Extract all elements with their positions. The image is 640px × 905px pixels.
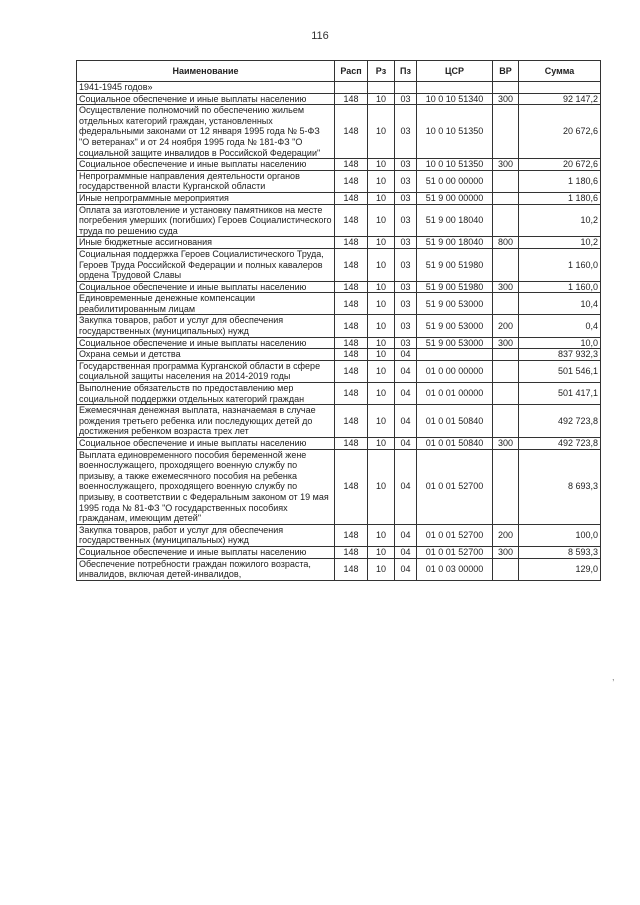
cell-vr xyxy=(493,192,519,204)
cell-rz: 10 xyxy=(368,170,395,192)
cell-vr xyxy=(493,204,519,237)
cell-rasp: 148 xyxy=(335,315,368,337)
cell-csr: 01 0 01 52700 xyxy=(417,524,493,546)
cell-rz: 10 xyxy=(368,105,395,159)
header-rasp: Расп xyxy=(335,61,368,82)
cell-csr: 10 0 10 51350 xyxy=(417,159,493,171)
cell-csr: 01 0 00 00000 xyxy=(417,360,493,382)
header-pz: Пз xyxy=(395,61,417,82)
cell-name: Охрана семьи и детства xyxy=(77,349,335,361)
cell-pz: 03 xyxy=(395,93,417,105)
cell-pz: 03 xyxy=(395,315,417,337)
cell-vr: 800 xyxy=(493,237,519,249)
cell-vr xyxy=(493,170,519,192)
cell-pz: 04 xyxy=(395,405,417,438)
cell-rz: 10 xyxy=(368,438,395,450)
cell-sum: 1 180,6 xyxy=(519,192,601,204)
header-vr: ВР xyxy=(493,61,519,82)
cell-csr: 51 9 00 53000 xyxy=(417,315,493,337)
table-row xyxy=(77,248,601,281)
cell-rz: 10 xyxy=(368,524,395,546)
cell-sum: 10,0 xyxy=(519,337,601,349)
cell-rasp: 148 xyxy=(335,237,368,249)
cell-sum: 129,0 xyxy=(519,558,601,580)
cell-csr: 51 9 00 53000 xyxy=(417,293,493,315)
cell-pz: 03 xyxy=(395,337,417,349)
cell-sum: 1 160,0 xyxy=(519,281,601,293)
cell-pz: 04 xyxy=(395,546,417,558)
cell-name: Закупка товаров, работ и услуг для обеспечения государственных (муниципальных) нужд xyxy=(77,524,335,546)
cell-rz: 10 xyxy=(368,93,395,105)
cell-csr: 01 0 01 52700 xyxy=(417,449,493,524)
cell-name: Выплата единовременного пособия беременной жене военнослужащего, проходящего военную службу по призыву, а также ежемесячного пособия на ребенка военнослужащего, проходящего военную службу по призыву, в соответствии с Федеральным законом от 19 мая 1995 года № 81-ФЗ "О государственных пособиях гражданам, имеющим детей" xyxy=(77,449,335,524)
cell-pz: 03 xyxy=(395,293,417,315)
cell-name: Ежемесячная денежная выплата, назначаемая в случае рождения третьего ребенка или последующих детей до достижения ребенком возраста трех лет xyxy=(77,405,335,438)
cell-pz: 04 xyxy=(395,360,417,382)
cell-sum: 501 546,1 xyxy=(519,360,601,382)
cell-rz: 10 xyxy=(368,204,395,237)
cell-rz: 10 xyxy=(368,293,395,315)
cell-pz: 04 xyxy=(395,349,417,361)
header-rz: Рз xyxy=(368,61,395,82)
cell-pz: 03 xyxy=(395,105,417,159)
cell-rasp: 148 xyxy=(335,170,368,192)
table-row xyxy=(77,159,601,171)
cell-name: Единовременные денежные компенсации реабилитированным лицам xyxy=(77,293,335,315)
cell-name: Социальное обеспечение и иные выплаты населению xyxy=(77,159,335,171)
cell-rz: 10 xyxy=(368,360,395,382)
cell-pz: 04 xyxy=(395,524,417,546)
cell-vr: 300 xyxy=(493,159,519,171)
cell-csr: 51 9 00 18040 xyxy=(417,237,493,249)
cell-vr xyxy=(493,349,519,361)
table-header-row xyxy=(77,61,601,82)
cell-rasp: 148 xyxy=(335,438,368,450)
cell-rz: 10 xyxy=(368,315,395,337)
cell-sum: 1 180,6 xyxy=(519,170,601,192)
cell-csr: 51 9 00 51980 xyxy=(417,281,493,293)
cell-sum: 8 593,3 xyxy=(519,546,601,558)
cell-csr: 01 0 01 00000 xyxy=(417,383,493,405)
cell-name: Социальное обеспечение и иные выплаты населению xyxy=(77,546,335,558)
cell-rasp: 148 xyxy=(335,281,368,293)
cell-rasp: 148 xyxy=(335,293,368,315)
budget-table xyxy=(76,60,601,581)
cell-vr: 300 xyxy=(493,337,519,349)
cell-rasp: 148 xyxy=(335,405,368,438)
cell-csr xyxy=(417,82,493,94)
cell-csr: 01 0 03 00000 xyxy=(417,558,493,580)
cell-csr: 51 9 00 00000 xyxy=(417,192,493,204)
cell-rz: 10 xyxy=(368,349,395,361)
cell-sum: 501 417,1 xyxy=(519,383,601,405)
table-row xyxy=(77,337,601,349)
cell-rasp: 148 xyxy=(335,383,368,405)
cell-csr: 51 0 00 00000 xyxy=(417,170,493,192)
cell-vr xyxy=(493,82,519,94)
cell-pz: 03 xyxy=(395,248,417,281)
cell-rasp: 148 xyxy=(335,360,368,382)
cell-sum: 492 723,8 xyxy=(519,405,601,438)
cell-rz: 10 xyxy=(368,558,395,580)
cell-rz xyxy=(368,82,395,94)
cell-sum xyxy=(519,82,601,94)
cell-name: Закупка товаров, работ и услуг для обеспечения государственных (муниципальных) нужд xyxy=(77,315,335,337)
cell-pz: 04 xyxy=(395,383,417,405)
cell-pz: 03 xyxy=(395,281,417,293)
cell-vr xyxy=(493,293,519,315)
table-row xyxy=(77,449,601,524)
table-row xyxy=(77,558,601,580)
cell-csr xyxy=(417,349,493,361)
cell-name: Социальное обеспечение и иные выплаты населению xyxy=(77,93,335,105)
cell-rz: 10 xyxy=(368,281,395,293)
table-row xyxy=(77,405,601,438)
cell-rasp: 148 xyxy=(335,93,368,105)
cell-pz: 03 xyxy=(395,204,417,237)
cell-vr: 300 xyxy=(493,546,519,558)
cell-name: Государственная программа Курганской области в сфере социальной защиты населения на 2014-2019 годы xyxy=(77,360,335,382)
header-sum: Сумма xyxy=(519,61,601,82)
table-row xyxy=(77,349,601,361)
cell-rz: 10 xyxy=(368,248,395,281)
cell-csr: 01 0 01 52700 xyxy=(417,546,493,558)
cell-csr: 01 0 01 50840 xyxy=(417,438,493,450)
cell-rz: 10 xyxy=(368,337,395,349)
page-number: 116 xyxy=(311,30,329,42)
cell-rasp: 148 xyxy=(335,449,368,524)
cell-rasp xyxy=(335,82,368,94)
cell-sum: 8 693,3 xyxy=(519,449,601,524)
cell-pz: 04 xyxy=(395,558,417,580)
cell-name: Социальное обеспечение и иные выплаты населению xyxy=(77,438,335,450)
cell-rasp: 148 xyxy=(335,558,368,580)
cell-rz: 10 xyxy=(368,449,395,524)
cell-rasp: 148 xyxy=(335,248,368,281)
cell-sum: 492 723,8 xyxy=(519,438,601,450)
cell-rz: 10 xyxy=(368,405,395,438)
table-row xyxy=(77,204,601,237)
cell-name: Осуществление полномочий по обеспечению жильем отдельных категорий граждан, установленных федеральными законами от 12 января 1995 года № 5-ФЗ "О ветеранах" и от 24 ноября 1995 года № 181-ФЗ "О социальной защите инвалидов в Российской Федерации" xyxy=(77,105,335,159)
cell-rasp: 148 xyxy=(335,546,368,558)
table-row xyxy=(77,293,601,315)
cell-rz: 10 xyxy=(368,192,395,204)
cell-sum: 20 672,6 xyxy=(519,105,601,159)
table-row xyxy=(77,281,601,293)
cell-sum: 100,0 xyxy=(519,524,601,546)
table-row xyxy=(77,315,601,337)
cell-sum: 20 672,6 xyxy=(519,159,601,171)
cell-name: Социальное обеспечение и иные выплаты населению xyxy=(77,337,335,349)
table-row xyxy=(77,170,601,192)
table-row xyxy=(77,192,601,204)
cell-name: Непрограммные направления деятельности органов государственной власти Курганской области xyxy=(77,170,335,192)
cell-vr xyxy=(493,405,519,438)
cell-vr: 200 xyxy=(493,315,519,337)
cell-rasp: 148 xyxy=(335,524,368,546)
cell-sum: 837 932,3 xyxy=(519,349,601,361)
cell-csr: 01 0 01 50840 xyxy=(417,405,493,438)
cell-pz: 03 xyxy=(395,237,417,249)
cell-rasp: 148 xyxy=(335,204,368,237)
table-row xyxy=(77,105,601,159)
cell-vr xyxy=(493,449,519,524)
cell-name: Обеспечение потребности граждан пожилого возраста, инвалидов, включая детей-инвалидов, xyxy=(77,558,335,580)
margin-mark: , xyxy=(612,672,615,682)
cell-vr xyxy=(493,248,519,281)
cell-pz xyxy=(395,82,417,94)
cell-rasp: 148 xyxy=(335,337,368,349)
cell-rasp: 148 xyxy=(335,192,368,204)
cell-csr: 10 0 10 51350 xyxy=(417,105,493,159)
cell-vr: 200 xyxy=(493,524,519,546)
cell-name: Иные непрограммные мероприятия xyxy=(77,192,335,204)
table-row xyxy=(77,524,601,546)
cell-sum: 10,2 xyxy=(519,237,601,249)
cell-vr: 300 xyxy=(493,281,519,293)
table-row xyxy=(77,82,601,94)
cell-sum: 10,4 xyxy=(519,293,601,315)
cell-sum: 10,2 xyxy=(519,204,601,237)
cell-rasp: 148 xyxy=(335,349,368,361)
cell-name: Социальная поддержка Героев Социалистического Труда, Героев Труда Российской Федерации и полных кавалеров ордена Трудовой Славы xyxy=(77,248,335,281)
cell-csr: 51 9 00 51980 xyxy=(417,248,493,281)
cell-csr: 51 9 00 53000 xyxy=(417,337,493,349)
header-name: Наименование xyxy=(77,61,335,82)
table-row xyxy=(77,360,601,382)
cell-name: 1941-1945 годов» xyxy=(77,82,335,94)
table-row xyxy=(77,93,601,105)
cell-vr xyxy=(493,360,519,382)
cell-sum: 92 147,2 xyxy=(519,93,601,105)
cell-csr: 10 0 10 51340 xyxy=(417,93,493,105)
cell-rz: 10 xyxy=(368,383,395,405)
cell-rz: 10 xyxy=(368,546,395,558)
cell-name: Оплата за изготовление и установку памятников на месте погребения умерших (погибших) Героев Социалистического труда по решению суда xyxy=(77,204,335,237)
table-row xyxy=(77,546,601,558)
cell-sum: 1 160,0 xyxy=(519,248,601,281)
cell-sum: 0,4 xyxy=(519,315,601,337)
cell-rasp: 148 xyxy=(335,105,368,159)
table-row xyxy=(77,237,601,249)
cell-csr: 51 9 00 18040 xyxy=(417,204,493,237)
cell-pz: 03 xyxy=(395,159,417,171)
cell-name: Иные бюджетные ассигнования xyxy=(77,237,335,249)
cell-vr xyxy=(493,383,519,405)
cell-rz: 10 xyxy=(368,159,395,171)
cell-vr: 300 xyxy=(493,93,519,105)
cell-vr: 300 xyxy=(493,438,519,450)
cell-pz: 04 xyxy=(395,449,417,524)
cell-rasp: 148 xyxy=(335,159,368,171)
cell-name: Выполнение обязательств по предоставлению мер социальной поддержки отдельных категорий граждан xyxy=(77,383,335,405)
table-body xyxy=(77,82,601,581)
header-csr: ЦСР xyxy=(417,61,493,82)
cell-pz: 04 xyxy=(395,438,417,450)
table-row xyxy=(77,383,601,405)
cell-pz: 03 xyxy=(395,192,417,204)
cell-rz: 10 xyxy=(368,237,395,249)
cell-pz: 03 xyxy=(395,170,417,192)
table-row xyxy=(77,438,601,450)
cell-name: Социальное обеспечение и иные выплаты населению xyxy=(77,281,335,293)
cell-vr xyxy=(493,558,519,580)
cell-vr xyxy=(493,105,519,159)
